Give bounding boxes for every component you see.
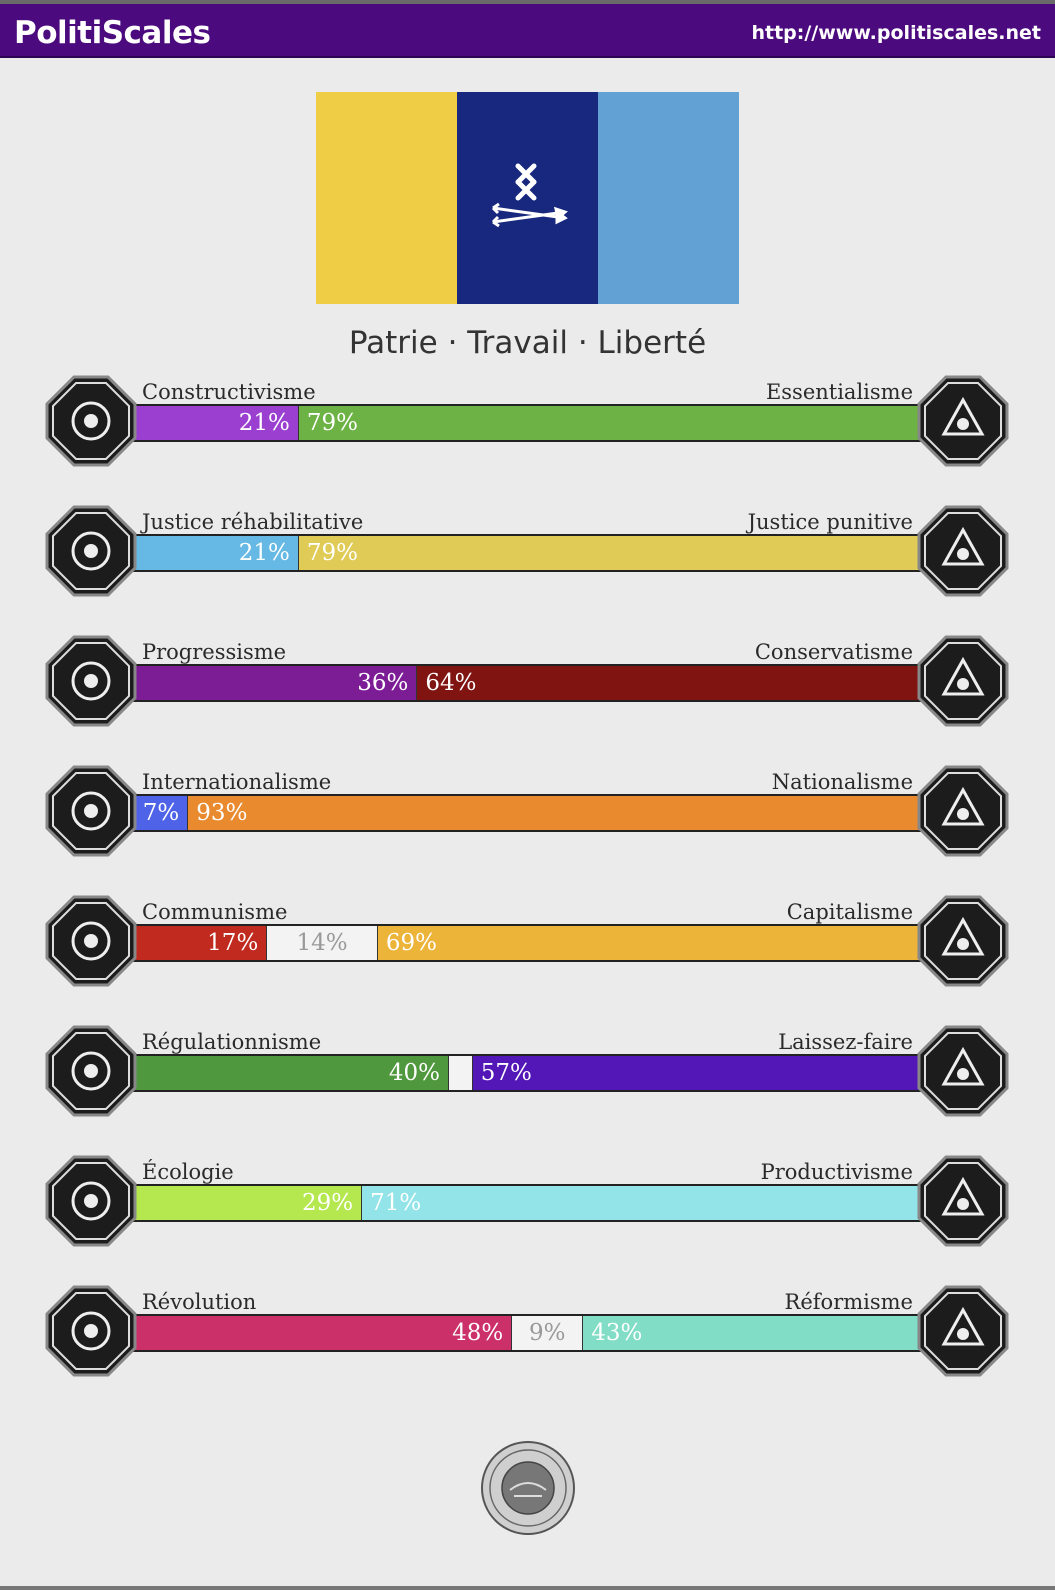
axis-row [0,640,1055,740]
axis-row [0,1160,1055,1260]
crossed-arrows-icon [485,162,571,232]
hammer-sickle-icon [44,894,138,988]
axis-bar [132,664,922,702]
header-bar [0,0,1055,58]
axis-row [0,1290,1055,1390]
axis-row [0,380,1055,480]
flag-stripe-right [598,92,739,304]
axis-right-label: Capitalisme [786,900,913,924]
axis-bar [132,534,922,572]
ideology-flag [316,92,739,304]
axis-left-label: Écologie [142,1160,234,1184]
axis-left-segment: 21% [132,536,298,570]
axis-neutral-segment [448,1056,472,1090]
money-bag-icon [916,894,1010,988]
butterfly-icon [916,1024,1010,1118]
axis-bar [132,404,922,442]
site-url-link[interactable]: http://www.politiscales.net [751,22,1041,44]
axis-bar [132,794,922,832]
axis-row [0,770,1055,870]
axis-row [0,1030,1055,1130]
motto: Patrie · Travail · Liberté [348,325,707,361]
bottom-border [0,1586,1055,1590]
brand-logo[interactable]: PolitiScales [14,15,211,51]
quill-pen-icon [916,634,1010,728]
axis-right-segment: 57% [472,1056,922,1090]
comet-icon [44,634,138,728]
axis-bar [132,1314,922,1352]
axis-right-segment: 43% [582,1316,922,1350]
gear-icon [916,1154,1010,1248]
axis-bar [132,1054,922,1092]
axis-right-segment: 64% [416,666,922,700]
axis-left-segment: 7% [132,796,187,830]
axis-left-segment: 17% [132,926,266,960]
axis-right-label: Laissez-faire [778,1030,913,1054]
axis-right-segment: 79% [298,406,922,440]
axis-left-label: Internationalisme [142,770,332,794]
flag-stripe-left [316,92,457,304]
axis-left-label: Constructivisme [142,380,316,404]
axis-right-label: Justice punitive [747,510,913,534]
axis-right-segment: 69% [377,926,922,960]
axis-left-label: Révolution [142,1290,257,1314]
axis-bar [132,1184,922,1222]
axis-left-label: Régulationnisme [142,1030,322,1054]
axis-right-label: Nationalisme [771,770,913,794]
axis-left-segment: 36% [132,666,416,700]
flag-icon [916,764,1010,858]
globe-icon [44,764,138,858]
axis-left-segment: 40% [132,1056,448,1090]
axis-right-label: Réformisme [784,1290,913,1314]
axis-bar [132,924,922,962]
axis-right-label: Conservatisme [754,640,913,664]
rose-icon [44,1284,138,1378]
axis-neutral-segment: 9% [511,1316,582,1350]
ballot-box-icon [916,1284,1010,1378]
handshake-icon [44,504,138,598]
axis-right-segment: 79% [298,536,922,570]
axis-neutral-segment: 14% [266,926,377,960]
axis-left-segment: 29% [132,1186,361,1220]
axis-left-label: Communisme [142,900,288,924]
axis-left-label: Justice réhabilitative [142,510,364,534]
axis-right-segment: 93% [187,796,922,830]
flower-icon [916,374,1010,468]
prison-bars-icon [916,504,1010,598]
axis-left-segment: 21% [132,406,298,440]
axis-row [0,510,1055,610]
eye-icon [44,374,138,468]
politiscales-seal-icon [480,1440,576,1536]
axis-right-label: Productivisme [760,1160,913,1184]
ruler-icon [44,1024,138,1118]
axis-right-segment: 71% [361,1186,922,1220]
sprout-icon [44,1154,138,1248]
axis-right-label: Essentialisme [765,380,913,404]
flag-stripe-middle [457,92,598,304]
axis-row [0,900,1055,1000]
axis-left-segment: 48% [132,1316,511,1350]
axis-left-label: Progressisme [142,640,287,664]
